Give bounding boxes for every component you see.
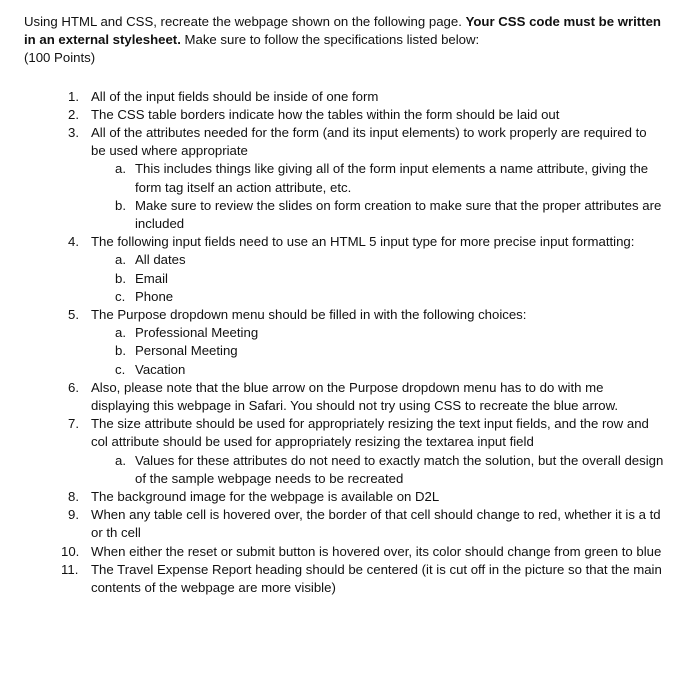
- sub-requirement-item: [91, 324, 664, 342]
- requirement-item: [24, 233, 664, 306]
- requirement-item: [24, 124, 664, 233]
- requirements-list: [24, 88, 664, 598]
- requirement-number: 8.: [68, 489, 79, 505]
- requirement-text: When either the reset or submit button is hovered over, its color should change from green to blue: [91, 543, 662, 559]
- requirement-text: The CSS table borders indicate how the tables within the form should be laid out: [91, 106, 560, 122]
- requirement-text: All of the attributes needed for the form (and its input elements) to work properly are required to be used where appropriate: [91, 125, 647, 159]
- requirement-item: [24, 506, 664, 542]
- intro-bold-requirement: Your CSS code must be written in an external stylesheet.: [24, 14, 661, 48]
- requirement-item: [24, 561, 664, 597]
- sub-requirement-letter: b.: [115, 343, 126, 359]
- sub-requirement-text: Make sure to review the slides on form creation to make sure that the proper attributes are included: [135, 197, 662, 232]
- requirement-text: Also, please note that the blue arrow on the Purpose dropdown menu has to do with me displaying this webpage in Safari. You should not try using CSS to recreate the blue arrow.: [91, 379, 619, 414]
- requirement-number: 6.: [68, 379, 79, 395]
- sub-requirement-item: [91, 197, 664, 233]
- requirement-item: [24, 106, 664, 124]
- requirement-item: [24, 488, 664, 506]
- sub-requirement-letter: c.: [115, 288, 126, 304]
- sub-requirement-item: [91, 288, 664, 306]
- requirement-item: [24, 379, 664, 415]
- sub-requirement-item: [91, 452, 664, 488]
- sub-requirement-text: Values for these attributes do not need to exactly match the solution, but the overall design of the sample webpage needs to be recreated: [135, 452, 664, 486]
- assignment-document: [24, 13, 664, 597]
- requirement-number: 11.: [61, 561, 79, 577]
- intro-text-continued: Make sure to follow the specifications listed below:: [180, 32, 480, 48]
- sub-requirements-list: [91, 251, 664, 306]
- sub-requirement-text: Email: [135, 270, 168, 286]
- requirement-item: [24, 88, 664, 106]
- sub-requirement-item: [91, 270, 664, 288]
- sub-requirement-text: All dates: [135, 252, 186, 268]
- requirement-item: [24, 306, 664, 379]
- intro-paragraph: [24, 13, 664, 68]
- sub-requirement-letter: a.: [115, 452, 126, 468]
- points-label: (100 Points): [24, 50, 96, 66]
- sub-requirement-letter: a.: [115, 252, 126, 268]
- requirement-text: The size attribute should be used for appropriately resizing the text input fields, and the row and col attribute should be used for appropriately resizing the textarea input field: [91, 416, 649, 450]
- sub-requirements-list: [91, 324, 664, 379]
- sub-requirement-item: [91, 251, 664, 269]
- requirement-text: The background image for the webpage is available on D2L: [91, 489, 440, 505]
- requirement-text: When any table cell is hovered over, the border of that cell should change to red, whether it is a td or th cell: [91, 507, 661, 541]
- requirement-number: 9.: [68, 507, 79, 523]
- requirement-number: 1.: [68, 88, 79, 104]
- requirement-number: 5.: [68, 307, 79, 323]
- requirement-text: The following input fields need to use an HTML 5 input type for more precise input formatting:: [91, 234, 635, 250]
- sub-requirement-item: [91, 342, 664, 360]
- requirement-number: 7.: [68, 416, 79, 432]
- requirement-text: All of the input fields should be inside of one form: [91, 88, 379, 104]
- sub-requirement-text: Phone: [135, 288, 174, 304]
- requirement-item: [24, 543, 664, 561]
- sub-requirement-letter: c.: [115, 361, 126, 377]
- requirement-item: [24, 415, 664, 488]
- sub-requirement-letter: a.: [115, 161, 126, 177]
- requirement-text: The Purpose dropdown menu should be filled in with the following choices:: [91, 307, 527, 323]
- sub-requirements-list: [91, 452, 664, 488]
- sub-requirement-text: Professional Meeting: [135, 325, 259, 341]
- sub-requirement-letter: b.: [115, 270, 126, 286]
- sub-requirement-text: This includes things like giving all of the form input elements a name attribute, giving the form tag itself an action attribute, etc.: [135, 161, 649, 195]
- intro-text: Using HTML and CSS, recreate the webpage shown on the following page.: [24, 14, 466, 29]
- requirement-number: 4.: [68, 234, 79, 250]
- sub-requirement-text: Personal Meeting: [135, 343, 238, 359]
- requirement-number: 2.: [68, 106, 79, 122]
- sub-requirement-letter: a.: [115, 325, 126, 341]
- sub-requirement-item: [91, 160, 664, 196]
- requirement-number: 3.: [68, 125, 79, 141]
- sub-requirement-item: [91, 361, 664, 379]
- sub-requirement-text: Vacation: [135, 361, 186, 377]
- sub-requirements-list: [91, 160, 664, 233]
- requirement-text: The Travel Expense Report heading should be centered (it is cut off in the picture so that the main contents of the webpage are more visible): [91, 561, 662, 596]
- sub-requirement-letter: b.: [115, 197, 126, 213]
- requirement-number: 10.: [61, 543, 80, 559]
